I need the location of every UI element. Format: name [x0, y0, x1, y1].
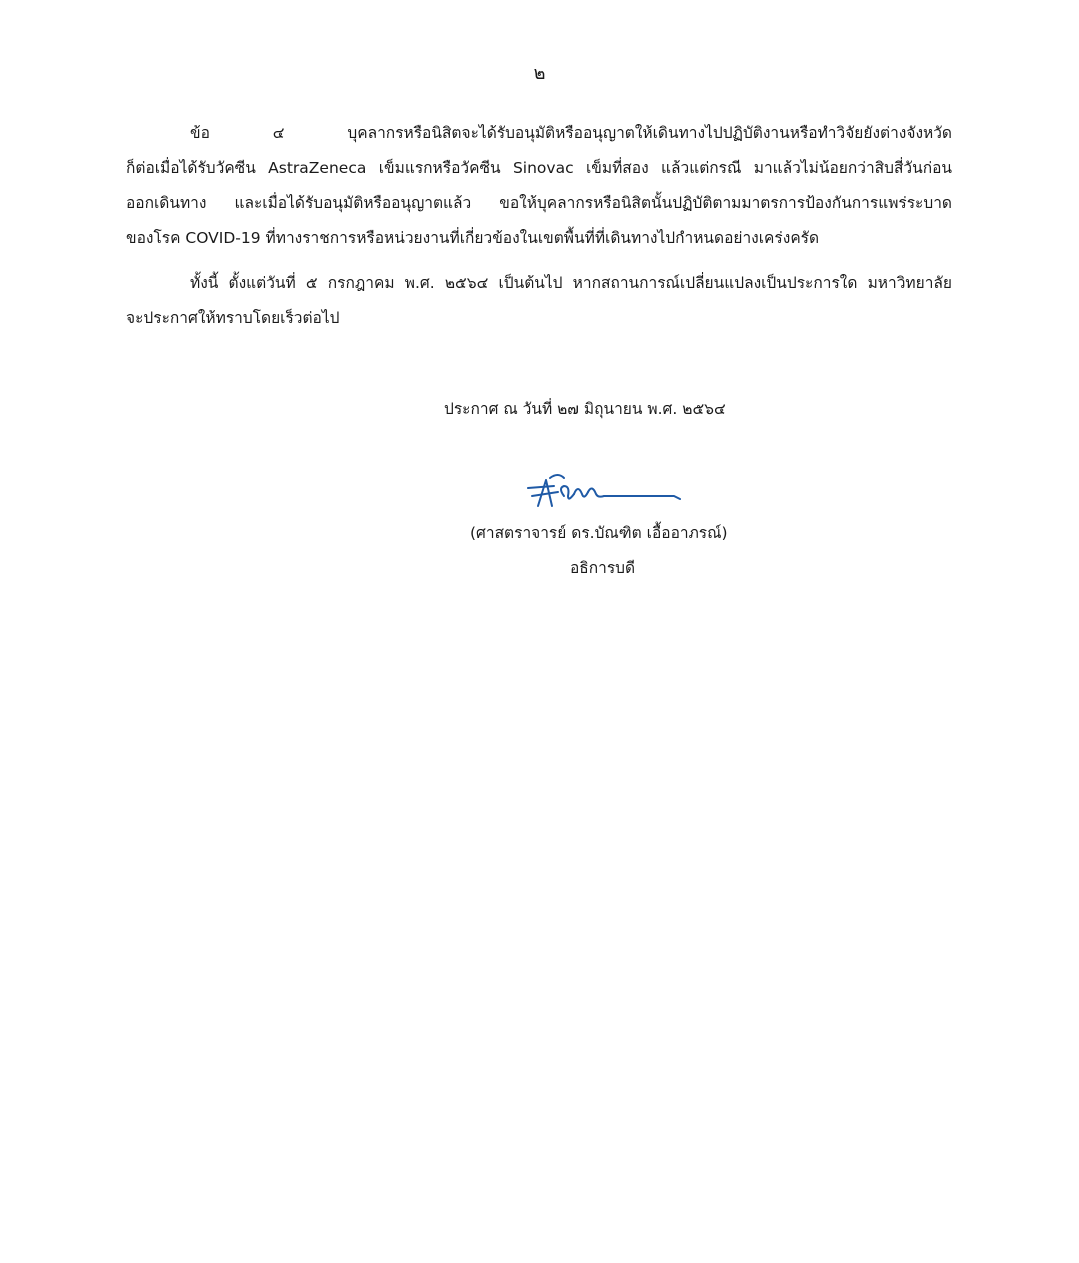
- paragraph-effective-date: [126, 266, 952, 336]
- signer-title: อธิการบดี: [570, 559, 636, 577]
- paragraph-line: ก็ต่อเมื่อได้รับวัคซีน AstraZeneca เข็มแรกหรือวัคซีน Sinovac เข็มที่สอง แล้วแต่กรณี มาแล้วไม่น้อยกว่าสิบสี่วันก่อน: [126, 159, 952, 177]
- paragraph-line: ทั้งนี้ ตั้งแต่วันที่ ๕ กรกฎาคม พ.ศ. ๒๕๖๔ เป็นต้นไป หากสถานการณ์เปลี่ยนแปลงเป็นประการใด มหาวิทยาลัย: [190, 274, 952, 292]
- paragraph-clause-4: [126, 116, 952, 256]
- paragraph-line: ข้อ ๔ บุคลากรหรือนิสิตจะได้รับอนุมัติหรืออนุญาตให้เดินทางไปปฏิบัติงานหรือทำวิจัยยังต่างจังหวัด: [190, 124, 952, 142]
- paragraph-line: ออกเดินทาง และเมื่อได้รับอนุมัติหรืออนุญาตแล้ว ขอให้บุคลากรหรือนิสิตนั้นปฏิบัติตามมาตรการป้องกันการแพร่ระบาด: [126, 194, 952, 212]
- announcement-date: ประกาศ ณ วันที่ ๒๗ มิถุนายน พ.ศ. ๒๕๖๔: [444, 400, 726, 418]
- page-number: ๒: [533, 63, 546, 84]
- paragraph-line: จะประกาศให้ทราบโดยเร็วต่อไป: [126, 309, 340, 327]
- paragraph-line: ของโรค COVID-19 ที่ทางราชการหรือหน่วยงานที่เกี่ยวข้องในเขตพื้นที่ที่เดินทางไปกำหนดอย่างเคร่งครัด: [126, 229, 820, 247]
- handwritten-signature: [524, 466, 684, 516]
- signer-name: (ศาสตราจารย์ ดร.บัณฑิต เอื้ออาภรณ์): [470, 524, 728, 542]
